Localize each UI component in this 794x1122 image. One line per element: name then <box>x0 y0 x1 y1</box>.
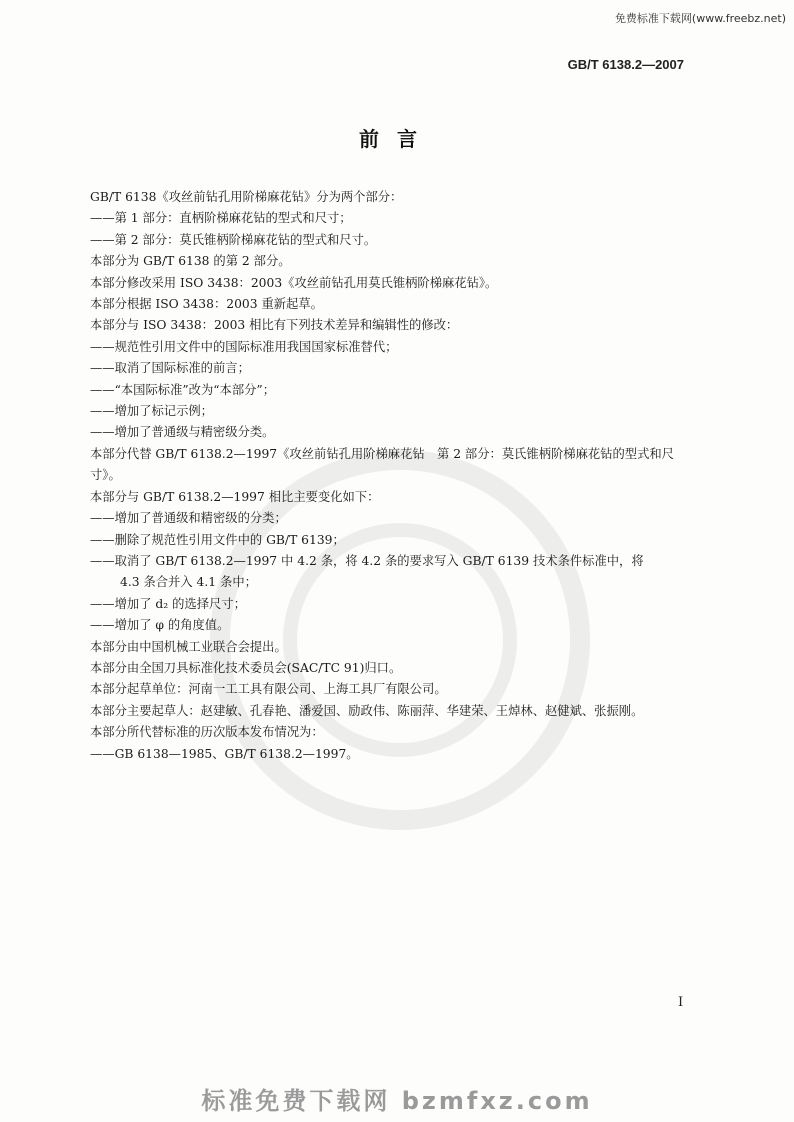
page-number: I <box>678 995 684 1010</box>
list-item: ——增加了普通级和精密级的分类； <box>90 511 287 526</box>
footer-watermark: 标准免费下载网 bzmfxz.com <box>201 1087 593 1115</box>
list-item: ——删除了规范性引用文件中的 GB/T 6139； <box>90 532 345 547</box>
paragraph: 本部分为 GB/T 6138 的第 2 部分。 <box>90 254 291 269</box>
paragraph: 本部分与 GB/T 6138.2—1997 相比主要变化如下： <box>90 489 380 504</box>
list-item: ——增加了标记示例； <box>90 404 213 419</box>
standard-number: GB/T 6138.2—2007 <box>567 57 684 72</box>
paragraph: 本部分修改采用 ISO 3438：2003《攻丝前钻孔用莫氏锥柄阶梯麻花钻》。 <box>90 275 498 290</box>
list-item: ——增加了 φ 的角度值。 <box>90 618 230 633</box>
list-item: ——增加了普通级与精密级分类。 <box>90 425 275 440</box>
paragraph: 本部分代替 GB/T 6138.2—1997《攻丝前钻孔用阶梯麻花钻 第 2 部分：莫氏锥柄阶梯麻花钻的型式和尺寸》。 <box>90 446 674 483</box>
paragraph: 本部分主要起草人：赵建敏、孔春艳、潘爱国、励政伟、陈丽萍、华建荣、王焯林、赵健斌、张振刚。 <box>90 703 644 718</box>
list-item: ——规范性引用文件中的国际标准用我国国家标准替代； <box>90 339 398 354</box>
site-banner: 免费标准下载网(www.freebz.net) <box>614 12 786 25</box>
foreword-body <box>90 187 690 765</box>
paragraph: 本部分与 ISO 3438：2003 相比有下列技术差异和编辑性的修改： <box>90 318 459 333</box>
paragraph: 本部分根据 ISO 3438：2003 重新起草。 <box>90 297 323 312</box>
list-item: ——取消了 GB/T 6138.2—1997 中 4.2 条，将 4.2 条的要求写入 GB/T 6139 技术条件标准中，将 <box>90 553 644 568</box>
list-item-continuation: 4.3 条合并入 4.1 条中； <box>120 575 257 590</box>
list-item: ——GB 6138—1985、GB/T 6138.2—1997。 <box>90 746 359 761</box>
paragraph: 本部分所代替标准的历次版本发布情况为： <box>90 725 324 740</box>
list-item: ——“本国际标准”改为“本部分”； <box>90 382 276 397</box>
page-title: 前言 <box>359 127 435 151</box>
list-item: ——第 1 部分：直柄阶梯麻花钻的型式和尺寸； <box>90 211 352 226</box>
list-item: ——第 2 部分：莫氏锥柄阶梯麻花钻的型式和尺寸。 <box>90 232 377 247</box>
list-item: ——取消了国际标准的前言； <box>90 361 250 376</box>
paragraph: 本部分由中国机械工业联合会提出。 <box>90 639 287 654</box>
paragraph: 本部分由全国刀具标准化技术委员会(SAC/TC 91)归口。 <box>90 660 402 675</box>
list-item: ——增加了 d₂ 的选择尺寸； <box>90 596 246 611</box>
paragraph: GB/T 6138《攻丝前钻孔用阶梯麻花钻》分为两个部分： <box>90 190 403 204</box>
paragraph: 本部分起草单位：河南一工工具有限公司、上海工具厂有限公司。 <box>90 682 447 697</box>
